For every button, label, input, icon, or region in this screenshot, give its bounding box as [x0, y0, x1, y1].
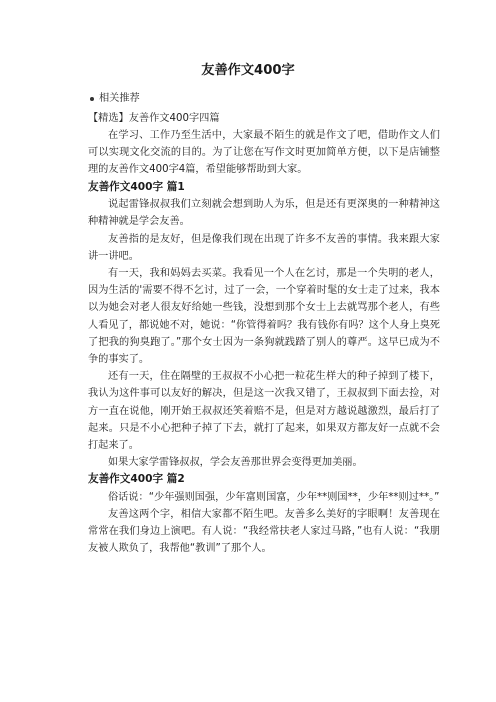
section-heading-1: 友善作文400字 篇1 — [88, 180, 185, 193]
section-1-paragraph: 还有一天，住在隔壁的王叔叔不小心把一粒花生样大的种子掉到了楼下，我认为这件事可以友好的解决，但是这一次我又错了，王叔叔到下面去捡，对方一直在说他，刚开始王叔叔还笑着赔不是，但是对方越说越激烈，最后打了起来。只是不小心把种子掉了下去，就打了起来，如果双方都友好一点就不会打起来了。 — [88, 371, 440, 451]
section-1-paragraph: 友善指的是友好，但是像我们现在出现了许多不友善的事情。我来跟大家讲一讲吧。 — [88, 233, 440, 262]
document-title: 友善作文400字 — [201, 63, 295, 78]
section-heading-2: 友善作文400字 篇2 — [88, 473, 185, 486]
section-1-paragraph: 如果大家学雷锋叔叔，学会友善那世界会变得更加美丽。 — [108, 457, 363, 469]
section-2-paragraph: 友善这两个字，相信大家都不陌生吧。友善多么美好的字眼啊！友善现在常常在我们身边上演吧。有人说：“我经常扶老人家过马路，”也有人说：“我朋友被人欺负了，我帮他“教训”了那个人。 — [88, 509, 440, 555]
section-1-paragraph: 说起雷锋叔叔我们立刻就会想到助人为乐，但是还有更深奥的一种精神这种精神就是学会友善。 — [88, 199, 440, 228]
recommend-line: 【精选】友善作文400字四篇 — [88, 113, 220, 124]
bullet-icon — [90, 97, 94, 101]
related-recommendations[interactable] — [88, 90, 440, 107]
section-2-paragraph: 俗话说：“少年强则国强，少年富则国富，少年**则国**，少年**则过**。” — [108, 491, 440, 503]
related-label[interactable]: 相关推荐 — [99, 93, 140, 104]
intro-paragraph: 在学习、工作乃至生活中，大家最不陌生的就是作文了吧，借助作文人们可以实现文化交流的目的。为了让您在写作文时更加简单方便，以下是店铺整理的友善作文400字4篇，希望能够帮助到大家。 — [88, 130, 440, 176]
section-1-paragraph: 有一天，我和妈妈去买菜。我看见一个人在乞讨，那是一个失明的老人，因为生活的'需要不得不乞讨，过了一会，一个穿着时髦的女士走了过来，我本以为她会对老人很友好给她一些钱，没想到那个女士上去就骂那个老人，有些人看见了，都说她不对，她说：“你管得着吗？我有钱你有吗？这个人身上臭死了把我的狗臭跑了。”那个女士因为一条狗就践踏了别人的尊严。这早已成为不争的事实了。 — [88, 267, 440, 365]
